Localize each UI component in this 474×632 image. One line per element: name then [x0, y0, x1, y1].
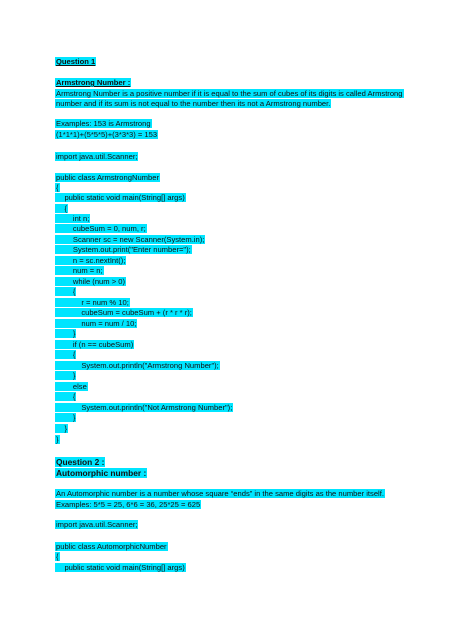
q2-code-line: public static void main(String[] args): [56, 563, 185, 572]
q1-code-line: r = num % 10;: [56, 298, 129, 307]
q1-code-line: n = sc.nextInt();: [56, 256, 126, 265]
q1-code-line: else: [56, 382, 87, 391]
q1-code-line: }: [56, 435, 59, 444]
q2-code-line: {: [56, 552, 59, 561]
q2-heading: Question 2 :: [56, 457, 105, 467]
q1-code-line: num = num / 10;: [56, 319, 137, 328]
q1-code-line: System.out.print("Enter number=");: [56, 245, 191, 254]
q1-example-line-2: (1*1*1)+(5*5*5)+(3*3*3) = 153: [56, 130, 158, 139]
q1-heading: Question 1: [56, 57, 96, 66]
q2-definition-line-1: An Automorphic number is a number whose square “ends” in the same digits as the number itself.: [56, 489, 384, 498]
q1-definition-line-1: Armstrong Number is a positive number if it is equal to the sum of cubes of its digits is called Armstrong: [56, 89, 403, 98]
q1-code-line: while (num > 0): [56, 277, 126, 286]
q1-definition-line-2: number and if its sum is not equal to the number then its not a Armstrong number.: [56, 99, 331, 108]
q1-code-line: public static void main(String[] args): [56, 193, 185, 202]
q1-code-line: System.out.println("Armstrong Number");: [56, 361, 219, 370]
q1-import-line: import java.util.Scanner;: [56, 152, 138, 161]
q1-code-line: }: [56, 371, 76, 380]
q1-code-line: System.out.println("Not Armstrong Number");: [56, 403, 233, 412]
q1-code-line: }: [56, 413, 76, 422]
q1-code-line: {: [56, 204, 67, 213]
q1-code-line: Scanner sc = new Scanner(System.in);: [56, 235, 205, 244]
q2-definition-line-2: Examples: 5*5 = 25, 6*6 = 36, 25*25 = 625: [56, 500, 201, 509]
q1-code-line: }: [56, 424, 67, 433]
q1-code-line: {: [56, 350, 76, 359]
q2-import-line: import java.util.Scanner;: [56, 520, 138, 529]
q1-code-line: int n;: [56, 214, 90, 223]
q1-code-line: cubeSum = 0, num, r;: [56, 224, 146, 233]
q1-code-line: {: [56, 392, 76, 401]
q1-code-line: {: [56, 183, 59, 192]
q1-code-line: {: [56, 287, 76, 296]
q2-code-line: public class AutomorphicNumber: [56, 542, 167, 551]
q1-code-line: num = n;: [56, 266, 103, 275]
q1-example-line-1: Examples: 153 is Armstrong: [56, 119, 151, 128]
q1-subheading: Armstrong Number :: [56, 78, 131, 87]
q1-code-line: cubeSum = cubeSum + (r * r * r);: [56, 308, 192, 317]
q1-code-line: }: [56, 329, 76, 338]
q2-subheading: Automorphic number :: [56, 468, 147, 478]
q1-code-line: public class ArmstrongNumber: [56, 173, 159, 182]
q1-code-line: if (n == cubeSum): [56, 340, 134, 349]
